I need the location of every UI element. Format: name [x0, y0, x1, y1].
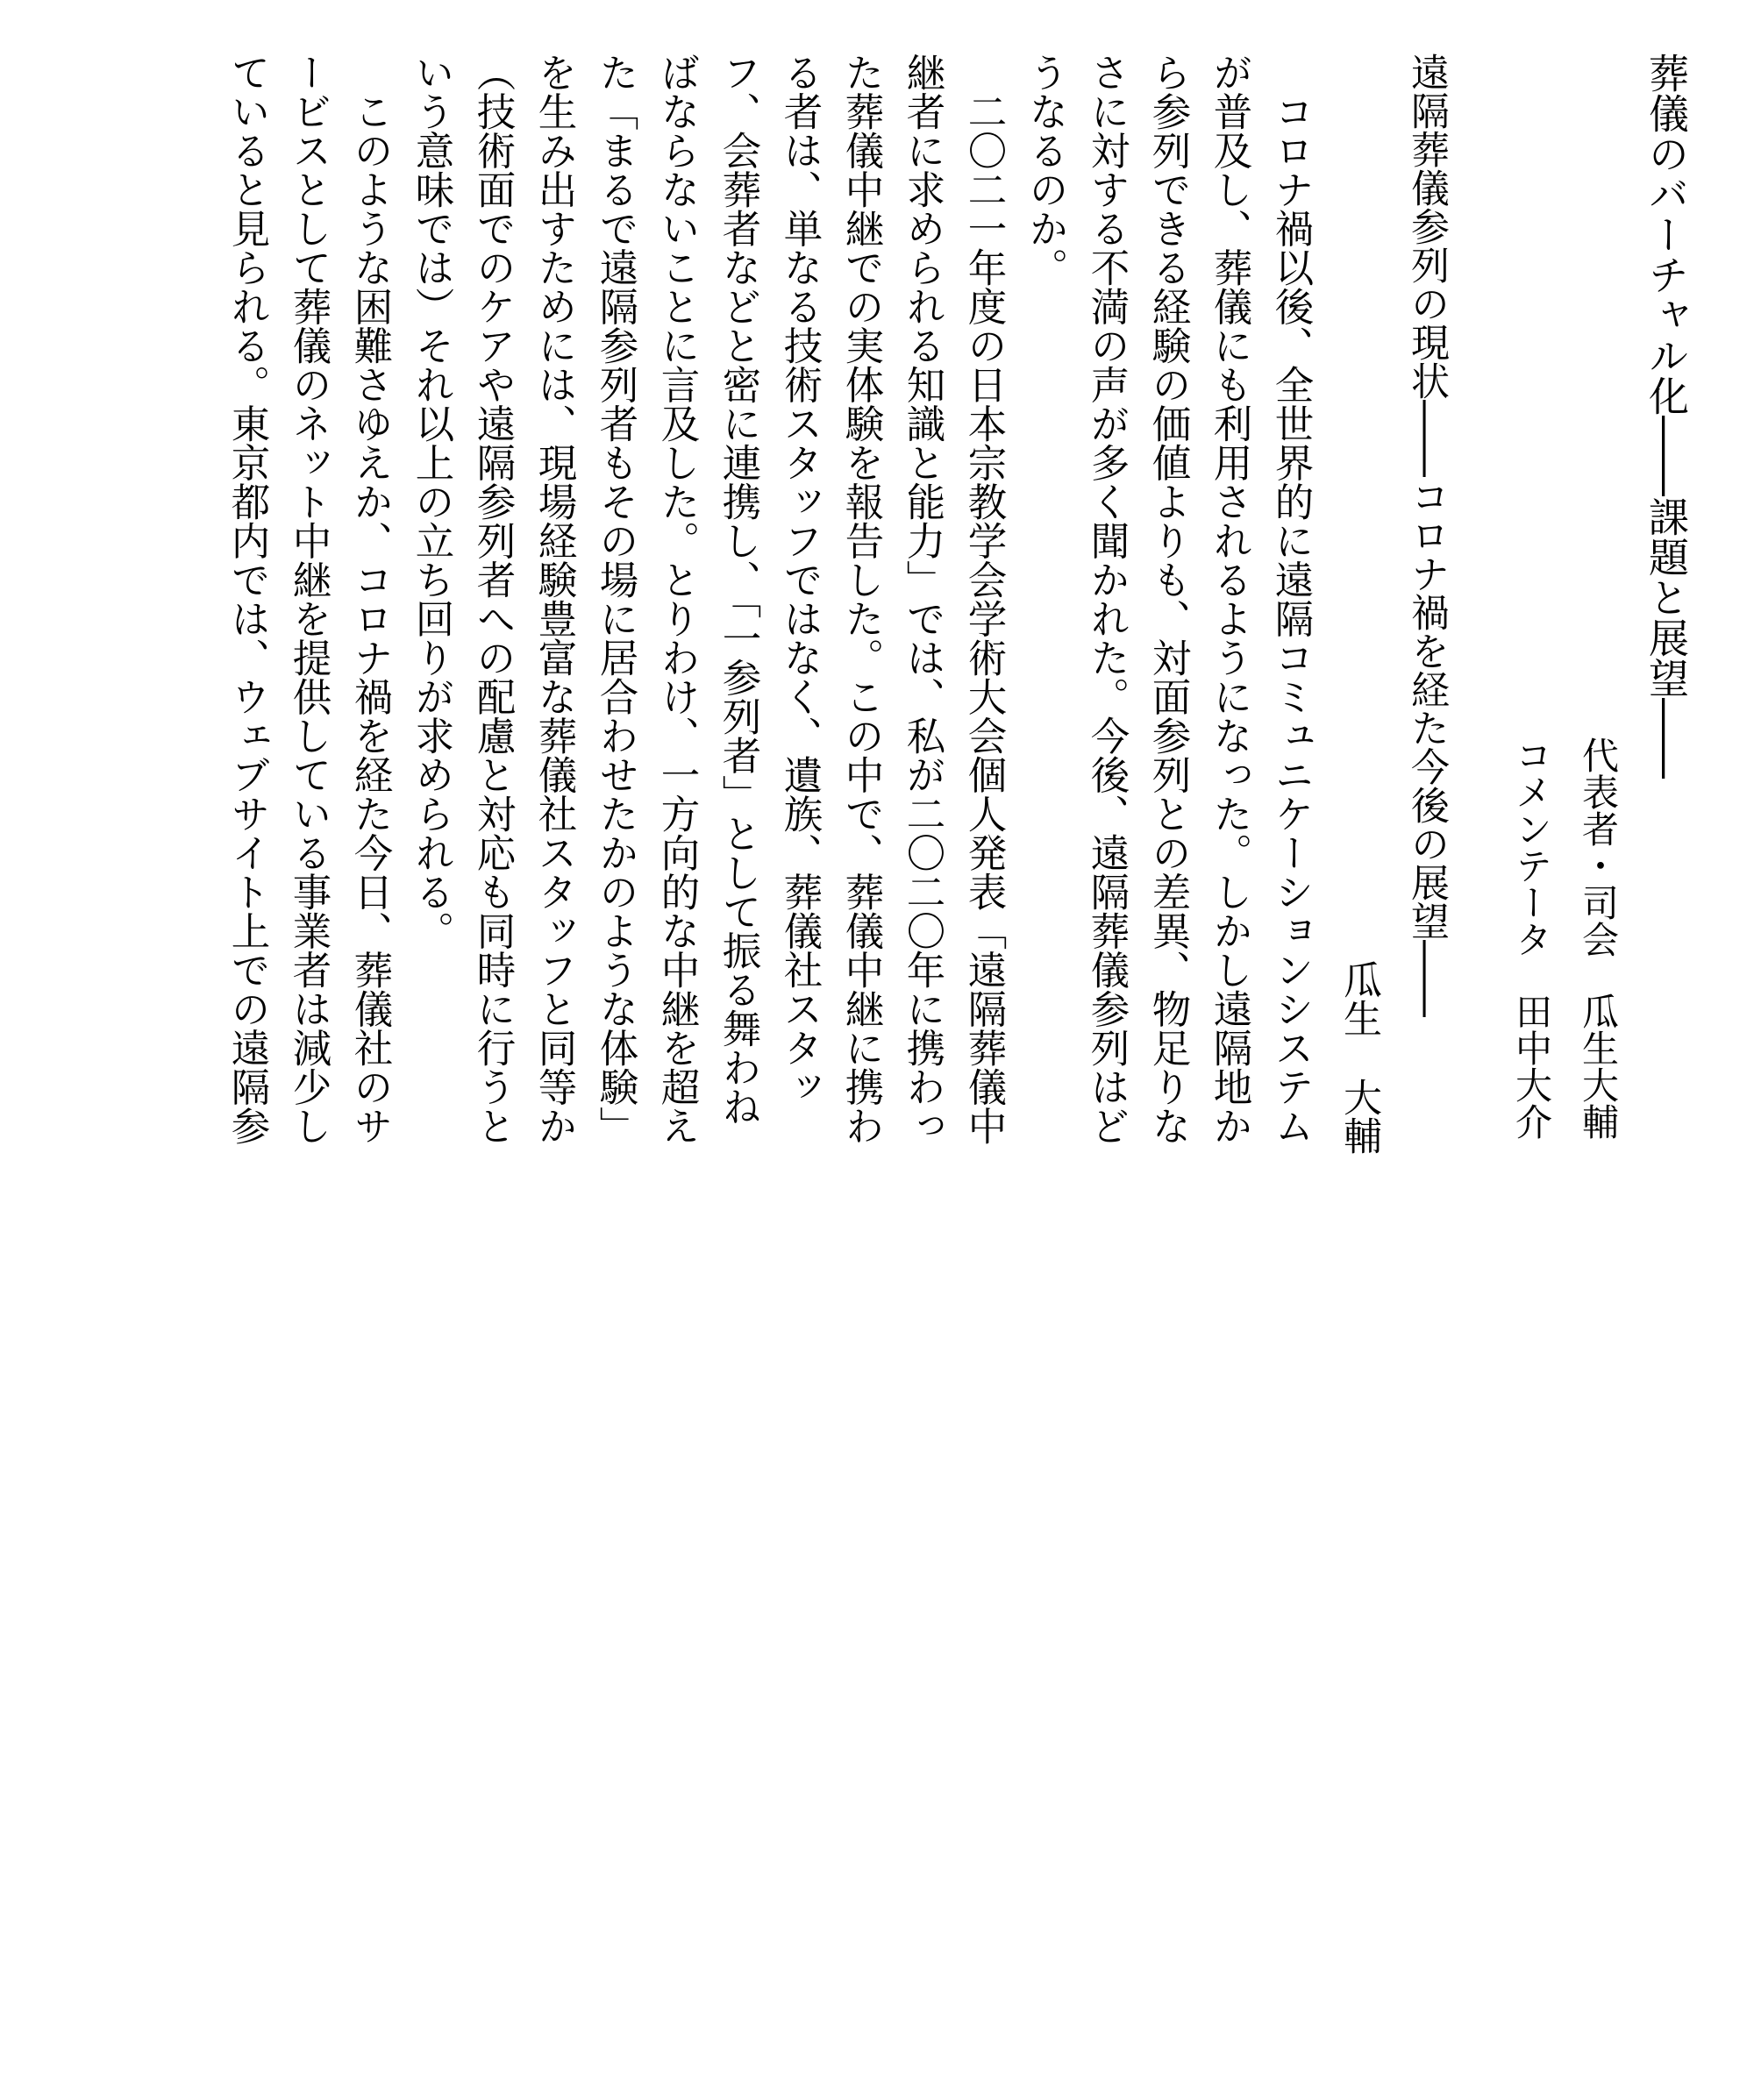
document-page — [53, 53, 1701, 1192]
body-line: ービスとして葬儀のネット中継を提供している事業者は減少し — [286, 53, 331, 1145]
body-line: ていると見られる。東京都内では、ウェブサイト上での遠隔参 — [225, 53, 269, 1145]
body-line: さに対する不満の声が多く聞かれた。今後、遠隔葬儀参列はど — [1084, 53, 1129, 1145]
body-line: ばならないことに言及した。とりわけ、一方向的な中継を超え — [654, 53, 699, 1145]
body-line: る者は、単なる技術スタッフではなく、遺族、葬儀社スタッ — [777, 53, 822, 1107]
credit-name: 田中大介 — [1510, 993, 1553, 1140]
section-author — [1324, 53, 1393, 2100]
body-line: を生み出すためには、現場経験豊富な葬儀社スタッフと同等か — [531, 53, 576, 1145]
body-line: た葬儀中継での実体験を報告した。この中で、葬儀中継に携わ — [838, 53, 883, 1145]
credit-role: 代表者・司会 — [1577, 737, 1620, 957]
body-line: 二〇二一年度の日本宗教学会学術大会個人発表「遠隔葬儀中 — [961, 53, 1006, 1145]
body-line: 継者に求められる知識と能力」では、私が二〇二〇年に携わっ — [900, 53, 945, 1145]
article-title: 葬儀のバーチャル化――課題と展望―― — [1643, 53, 1690, 779]
credit-role: コメンテータ — [1510, 737, 1553, 957]
body-line: うなるのか。 — [1023, 53, 1067, 287]
body-line: た「まるで遠隔参列者もその場に居合わせたかのような体験」 — [593, 53, 638, 1145]
body-line: （技術面でのケアや遠隔参列者への配慮と対応も同時に行うと — [470, 53, 515, 1145]
credit-name: 瓜生大輔 — [1577, 993, 1620, 1140]
author-family-name: 瓜生 — [1337, 960, 1381, 1037]
author-given-name: 大輔 — [1337, 1078, 1381, 1155]
credit-representative — [1566, 53, 1629, 1876]
section-title: 遠隔葬儀参列の現状――コロナ禍を経た今後の展望―― — [1404, 53, 1449, 1017]
body-line: コロナ禍以後、全世界的に遠隔コミュニケーションシステム — [1268, 53, 1313, 1145]
credit-commentator — [1500, 53, 1563, 1876]
body-line: フ、会葬者などと密に連携し、「一参列者」として振る舞わね — [716, 53, 760, 1126]
body-line: が普及し、葬儀にも利用されるようになった。しかし遠隔地か — [1207, 53, 1251, 1145]
body-line: ら参列できる経験の価値よりも、対面参列との差異、物足りな — [1145, 53, 1190, 1145]
body-line: いう意味では）それ以上の立ち回りが求められる。 — [409, 53, 453, 950]
body-line: このような困難さゆえか、コロナ禍を経た今日、葬儀社のサ — [347, 53, 392, 1145]
